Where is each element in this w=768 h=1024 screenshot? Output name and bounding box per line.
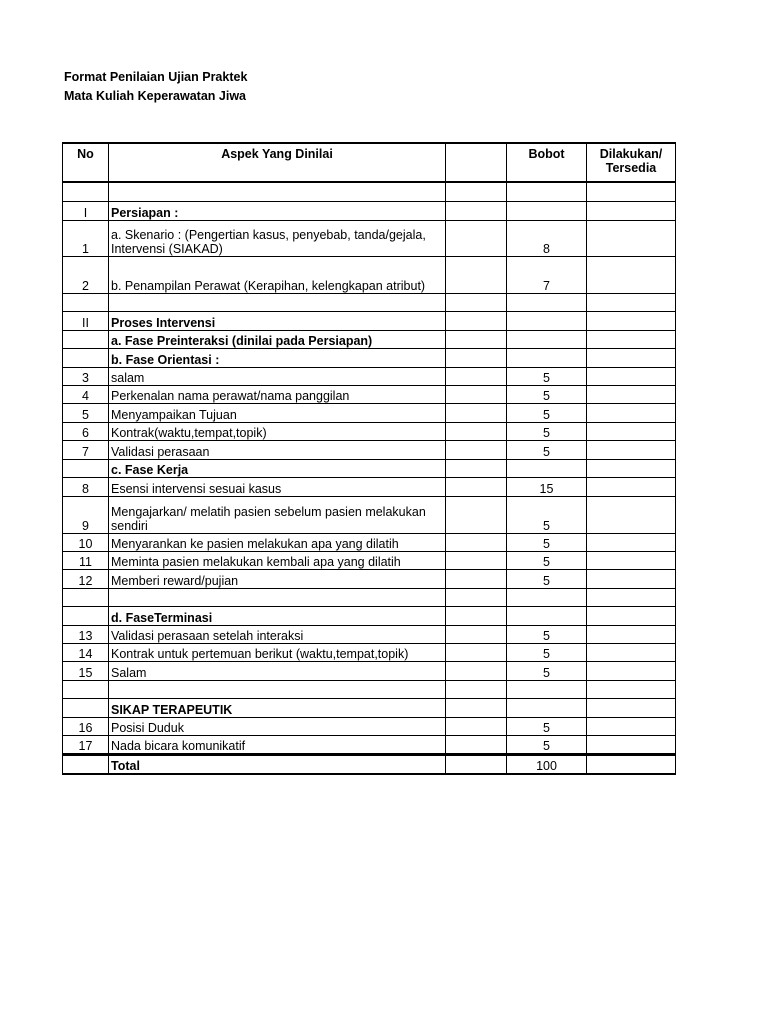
row-dilakukan-cell (587, 367, 676, 385)
row-dilakukan-cell (587, 311, 676, 330)
row-dilakukan-cell (587, 330, 676, 348)
row-no-cell: 15 (63, 661, 109, 680)
row-dilakukan-cell (587, 496, 676, 533)
row-bobot-cell (507, 680, 587, 698)
row-aspek-cell: b. Fase Orientasi : (109, 348, 446, 367)
table-row (63, 496, 676, 533)
row-no-cell: 6 (63, 422, 109, 440)
row-no-cell (63, 680, 109, 698)
row-bobot-cell: 5 (507, 440, 587, 459)
total-no-cell (63, 754, 109, 774)
table-row (63, 348, 676, 367)
row-no-cell (63, 459, 109, 477)
row-blank-cell (446, 533, 507, 551)
row-aspek-cell: Validasi perasaan (109, 440, 446, 459)
row-aspek-cell: Proses Intervensi (109, 311, 446, 330)
table-row (63, 533, 676, 551)
row-blank-cell (446, 477, 507, 496)
table-row (63, 459, 676, 477)
row-no-cell: 4 (63, 385, 109, 403)
row-dilakukan-cell (587, 717, 676, 735)
row-dilakukan-cell (587, 643, 676, 661)
row-blank-cell (446, 330, 507, 348)
table-row (63, 735, 676, 754)
header-aspek: Aspek Yang Dinilai (109, 143, 446, 182)
row-dilakukan-cell (587, 625, 676, 643)
course-subtitle: Mata Kuliah Keperawatan Jiwa (64, 89, 247, 103)
row-aspek-cell: SIKAP TERAPEUTIK (109, 698, 446, 717)
row-bobot-cell (507, 330, 587, 348)
total-row (63, 754, 676, 774)
row-no-cell (63, 588, 109, 606)
row-no-cell (63, 698, 109, 717)
row-bobot-cell: 5 (507, 367, 587, 385)
row-blank-cell (446, 422, 507, 440)
row-dilakukan-cell (587, 256, 676, 293)
row-blank-cell (446, 311, 507, 330)
row-blank-cell (446, 182, 507, 201)
row-aspek-cell: Salam (109, 661, 446, 680)
row-blank-cell (446, 606, 507, 625)
row-blank-cell (446, 403, 507, 422)
row-no-cell: 8 (63, 477, 109, 496)
row-aspek-cell: a. Fase Preinteraksi (dinilai pada Persiapan) (109, 330, 446, 348)
row-no-cell: II (63, 311, 109, 330)
assessment-table (62, 142, 676, 775)
row-dilakukan-cell (587, 588, 676, 606)
table-row (63, 717, 676, 735)
row-aspek-cell: Menyarankan ke pasien melakukan apa yang dilatih (109, 533, 446, 551)
row-blank-cell (446, 385, 507, 403)
row-bobot-cell (507, 182, 587, 201)
row-dilakukan-cell (587, 385, 676, 403)
row-dilakukan-cell (587, 698, 676, 717)
row-dilakukan-cell (587, 551, 676, 569)
row-bobot-cell: 5 (507, 403, 587, 422)
total-label: Total (109, 754, 446, 774)
row-bobot-cell (507, 588, 587, 606)
row-blank-cell (446, 625, 507, 643)
row-blank-cell (446, 348, 507, 367)
row-no-cell (63, 330, 109, 348)
table-row (63, 182, 676, 201)
row-no-cell (63, 348, 109, 367)
row-dilakukan-cell (587, 348, 676, 367)
total-dilakukan-cell (587, 754, 676, 774)
table-row (63, 367, 676, 385)
table-row (63, 551, 676, 569)
row-no-cell: 7 (63, 440, 109, 459)
table-row (63, 220, 676, 256)
form-title: Format Penilaian Ujian Praktek (64, 70, 248, 84)
table-row (63, 422, 676, 440)
row-no-cell: 9 (63, 496, 109, 533)
row-no-cell: 16 (63, 717, 109, 735)
row-dilakukan-cell (587, 422, 676, 440)
row-bobot-cell: 5 (507, 533, 587, 551)
header-dilakukan: Dilakukan/ Tersedia (587, 143, 676, 182)
row-no-cell: 10 (63, 533, 109, 551)
table-row (63, 201, 676, 220)
row-aspek-cell (109, 588, 446, 606)
row-aspek-cell: Kontrak untuk pertemuan berikut (waktu,tempat,topik) (109, 643, 446, 661)
row-bobot-cell: 5 (507, 717, 587, 735)
row-bobot-cell: 5 (507, 661, 587, 680)
row-dilakukan-cell (587, 661, 676, 680)
row-blank-cell (446, 496, 507, 533)
header-no: No (63, 143, 109, 182)
table-row (63, 680, 676, 698)
table-row (63, 311, 676, 330)
row-dilakukan-cell (587, 403, 676, 422)
table-row (63, 606, 676, 625)
row-bobot-cell: 5 (507, 385, 587, 403)
row-no-cell (63, 293, 109, 311)
header-bobot: Bobot (507, 143, 587, 182)
row-dilakukan-cell (587, 477, 676, 496)
row-aspek-cell: Meminta pasien melakukan kembali apa yang dilatih (109, 551, 446, 569)
row-bobot-cell: 7 (507, 256, 587, 293)
row-aspek-cell: Nada bicara komunikatif (109, 735, 446, 754)
table-row (63, 569, 676, 588)
row-aspek-cell: Persiapan : (109, 201, 446, 220)
row-no-cell (63, 606, 109, 625)
row-blank-cell (446, 551, 507, 569)
row-no-cell: 13 (63, 625, 109, 643)
row-bobot-cell: 5 (507, 551, 587, 569)
row-dilakukan-cell (587, 182, 676, 201)
row-bobot-cell (507, 311, 587, 330)
row-bobot-cell (507, 348, 587, 367)
row-bobot-cell: 5 (507, 422, 587, 440)
row-aspek-cell: Kontrak(waktu,tempat,topik) (109, 422, 446, 440)
total-blank-cell (446, 754, 507, 774)
table-row (63, 330, 676, 348)
row-dilakukan-cell (587, 606, 676, 625)
row-aspek-cell: d. FaseTerminasi (109, 606, 446, 625)
row-blank-cell (446, 367, 507, 385)
row-bobot-cell: 8 (507, 220, 587, 256)
row-aspek-cell: salam (109, 367, 446, 385)
table-row (63, 385, 676, 403)
row-aspek-cell: c. Fase Kerja (109, 459, 446, 477)
row-no-cell: I (63, 201, 109, 220)
row-dilakukan-cell (587, 533, 676, 551)
row-blank-cell (446, 220, 507, 256)
row-no-cell: 5 (63, 403, 109, 422)
row-no-cell: 2 (63, 256, 109, 293)
row-blank-cell (446, 256, 507, 293)
row-blank-cell (446, 569, 507, 588)
row-no-cell: 11 (63, 551, 109, 569)
table-row (63, 588, 676, 606)
row-bobot-cell: 5 (507, 496, 587, 533)
row-dilakukan-cell (587, 569, 676, 588)
row-dilakukan-cell (587, 293, 676, 311)
row-bobot-cell: 5 (507, 625, 587, 643)
row-aspek-cell (109, 293, 446, 311)
row-no-cell (63, 182, 109, 201)
row-aspek-cell: Mengajarkan/ melatih pasien sebelum pasien melakukan sendiri (109, 496, 446, 533)
table-row (63, 256, 676, 293)
row-bobot-cell (507, 606, 587, 625)
row-aspek-cell: a. Skenario : (Pengertian kasus, penyebab, tanda/gejala, Intervensi (SIAKAD) (109, 220, 446, 256)
row-blank-cell (446, 680, 507, 698)
header-blank (446, 143, 507, 182)
row-aspek-cell: Posisi Duduk (109, 717, 446, 735)
row-blank-cell (446, 201, 507, 220)
row-blank-cell (446, 293, 507, 311)
table-row (63, 643, 676, 661)
row-blank-cell (446, 717, 507, 735)
row-bobot-cell: 5 (507, 735, 587, 754)
row-aspek-cell: Menyampaikan Tujuan (109, 403, 446, 422)
row-blank-cell (446, 698, 507, 717)
row-dilakukan-cell (587, 201, 676, 220)
row-aspek-cell: b. Penampilan Perawat (Kerapihan, kelengkapan atribut) (109, 256, 446, 293)
table-body (63, 182, 676, 754)
row-bobot-cell: 5 (507, 569, 587, 588)
row-bobot-cell: 5 (507, 643, 587, 661)
row-blank-cell (446, 459, 507, 477)
table-row (63, 661, 676, 680)
row-no-cell: 1 (63, 220, 109, 256)
row-blank-cell (446, 440, 507, 459)
row-blank-cell (446, 588, 507, 606)
table-row (63, 403, 676, 422)
row-aspek-cell: Validasi perasaan setelah interaksi (109, 625, 446, 643)
row-aspek-cell: Perkenalan nama perawat/nama panggilan (109, 385, 446, 403)
row-no-cell: 3 (63, 367, 109, 385)
row-blank-cell (446, 643, 507, 661)
row-bobot-cell (507, 293, 587, 311)
row-dilakukan-cell (587, 459, 676, 477)
table-row (63, 293, 676, 311)
row-bobot-cell (507, 201, 587, 220)
row-no-cell: 12 (63, 569, 109, 588)
total-bobot: 100 (507, 754, 587, 774)
row-no-cell: 17 (63, 735, 109, 754)
row-aspek-cell (109, 680, 446, 698)
row-bobot-cell (507, 459, 587, 477)
row-bobot-cell (507, 698, 587, 717)
row-dilakukan-cell (587, 735, 676, 754)
row-aspek-cell: Esensi intervensi sesuai kasus (109, 477, 446, 496)
table-row (63, 625, 676, 643)
row-dilakukan-cell (587, 440, 676, 459)
row-blank-cell (446, 661, 507, 680)
table-row (63, 477, 676, 496)
row-no-cell: 14 (63, 643, 109, 661)
table-row (63, 440, 676, 459)
table-row (63, 698, 676, 717)
row-aspek-cell: Memberi reward/pujian (109, 569, 446, 588)
row-aspek-cell (109, 182, 446, 201)
row-blank-cell (446, 735, 507, 754)
row-dilakukan-cell (587, 680, 676, 698)
table-header-row (63, 143, 676, 182)
row-bobot-cell: 15 (507, 477, 587, 496)
row-dilakukan-cell (587, 220, 676, 256)
